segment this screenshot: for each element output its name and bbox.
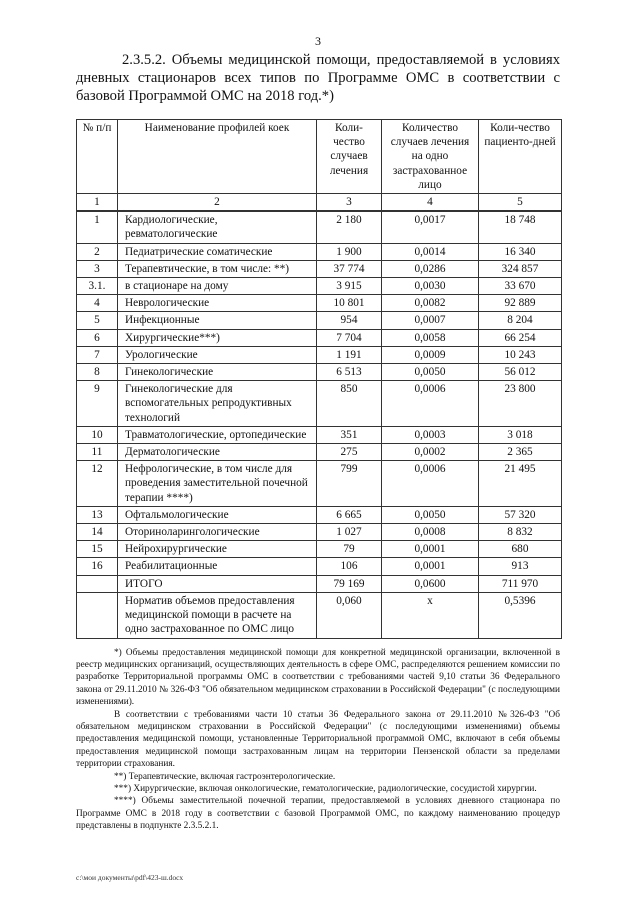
profile-name-cell: Инфекционные [118,312,317,329]
patient-days-cell: 2 365 [479,444,562,461]
volumes-table [76,119,562,639]
profile-name-cell: Травматологические, ортопедические [118,426,317,443]
table-row [77,558,562,575]
cases-count-cell: 106 [317,558,382,575]
row-number-cell: 12 [77,461,118,507]
table-row [77,295,562,312]
profile-name-cell: Офтальмологические [118,506,317,523]
footnote: В соответствии с требованиями части 10 статьи 36 Федерального закона от 29.11.2010 №326-ФЗ "Об обязательном медицинском страховании в Российской Федерации" (с последующими изменениями) объемы предоставления медицинской помощи, установленные Территориальной программой ОМС, включают в себя объемы предоставления медицинской помощи застрахованным лицам на территории Пензенской области за пределами территории страхования. [76,709,560,770]
patient-days-cell: 913 [479,558,562,575]
profile-name-cell: Кардиологические, ревматологические [118,211,317,243]
cases-count-cell: 10 801 [317,295,382,312]
patient-days-cell: 33 670 [479,278,562,295]
row-number-cell: 2 [77,243,118,260]
row-number-cell: 15 [77,541,118,558]
patient-days-cell: 8 204 [479,312,562,329]
cases-count-cell: 351 [317,426,382,443]
cases-per-insured-cell: 0,0014 [382,243,479,260]
footnote: ***) Хирургические, включая онкологические, гематологические, радиологические, сосудистой хирургии. [114,783,537,794]
row-number-cell: 7 [77,346,118,363]
row-number-cell: 4 [77,295,118,312]
footnotes [76,647,560,833]
patient-days-cell: 8 832 [479,524,562,541]
column-index-row [77,194,562,212]
footnote: ****) Объемы заместительной почечной терапии, предоставляемой в условиях дневного стационара по Программе ОМС в 2018 году в соответствии с базовой Программой ОМС, по каждому наименованию процедур представлены в подпункте 2.3.5.2.1. [76,796,560,832]
patient-days-cell: 56 012 [479,364,562,381]
profile-name-cell: Педиатрические соматические [118,243,317,260]
patient-days-cell: 18 748 [479,211,562,243]
cases-count-cell: 2 180 [317,211,382,243]
cases-count-cell: 3 915 [317,278,382,295]
patient-days-cell: 57 320 [479,506,562,523]
patient-days-cell: 711 970 [479,575,562,592]
cases-count-cell: 799 [317,461,382,507]
patient-days-cell: 92 889 [479,295,562,312]
table-row [77,575,562,592]
cases-per-insured-cell: 0,0009 [382,346,479,363]
row-number-cell: 3 [77,260,118,277]
table-row [77,260,562,277]
index-cell: 3 [317,194,382,212]
table-row [77,312,562,329]
cases-count-cell: 1 027 [317,524,382,541]
patient-days-cell: 10 243 [479,346,562,363]
cases-per-insured-cell: 0,0030 [382,278,479,295]
profile-name-cell: в стационаре на дому [118,278,317,295]
profile-name-cell: Нефрологические, в том числе для проведения заместительной почечной терапии ****) [118,461,317,507]
row-number-cell: 9 [77,381,118,427]
header-cell: Количество случаев лечения на одно застрахованное лицо [382,120,479,194]
cases-count-cell: 79 [317,541,382,558]
table-row [77,461,562,507]
table-row [77,381,562,427]
table-row [77,329,562,346]
row-number-cell: 3.1. [77,278,118,295]
header-cell: Наименование профилей коек [118,120,317,194]
cases-count-cell: 37 774 [317,260,382,277]
table-row [77,541,562,558]
header-cell: Коли-чество пациенто-дней [479,120,562,194]
cases-per-insured-cell: 0,0003 [382,426,479,443]
profile-name-cell: Норматив объемов предоставления медицинской помощи в расчете на одно застрахованное по ОМС лицо [118,592,317,638]
index-cell: 2 [118,194,317,212]
section-title: 2.3.5.2. Объемы медицинской помощи, предоставляемой в условиях дневных стационаров всех типов по Программе ОМС в соответствии с базовой Программой ОМС на 2018 год.*) [76,52,560,104]
cases-count-cell: 1 900 [317,243,382,260]
table-row [77,364,562,381]
table-row [77,278,562,295]
cases-count-cell: 6 665 [317,506,382,523]
table-row [77,211,562,243]
profile-name-cell: Нейрохирургические [118,541,317,558]
table-row [77,426,562,443]
row-number-cell: 1 [77,211,118,243]
page-number: 3 [315,34,321,48]
cases-count-cell: 954 [317,312,382,329]
patient-days-cell: 21 495 [479,461,562,507]
header-cell: № п/п [77,120,118,194]
row-number-cell [77,575,118,592]
row-number-cell: 10 [77,426,118,443]
profile-name-cell: Урологические [118,346,317,363]
profile-name-cell: Неврологические [118,295,317,312]
cases-per-insured-cell: х [382,592,479,638]
cases-count-cell: 0,060 [317,592,382,638]
cases-per-insured-cell: 0,0006 [382,381,479,427]
profile-name-cell: Гинекологические для вспомогательных репродуктивных технологий [118,381,317,427]
table-row [77,444,562,461]
cases-per-insured-cell: 0,0001 [382,541,479,558]
row-number-cell: 16 [77,558,118,575]
cases-count-cell: 79 169 [317,575,382,592]
patient-days-cell: 680 [479,541,562,558]
profile-name-cell: Оториноларингологические [118,524,317,541]
table-row [77,592,562,638]
patient-days-cell: 3 018 [479,426,562,443]
footnote: **) Терапевтические, включая гастроэнтерологические. [114,771,336,782]
row-number-cell: 13 [77,506,118,523]
row-number-cell: 11 [77,444,118,461]
row-number-cell: 6 [77,329,118,346]
profile-name-cell: Реабилитационные [118,558,317,575]
cases-per-insured-cell: 0,0600 [382,575,479,592]
row-number-cell [77,592,118,638]
cases-per-insured-cell: 0,0002 [382,444,479,461]
cases-count-cell: 7 704 [317,329,382,346]
patient-days-cell: 23 800 [479,381,562,427]
cases-count-cell: 1 191 [317,346,382,363]
row-number-cell: 8 [77,364,118,381]
cases-per-insured-cell: 0,0058 [382,329,479,346]
cases-per-insured-cell: 0,0006 [382,461,479,507]
profile-name-cell: Хирургические***) [118,329,317,346]
profile-name-cell: Дерматологические [118,444,317,461]
patient-days-cell: 66 254 [479,329,562,346]
row-number-cell: 14 [77,524,118,541]
cases-per-insured-cell: 0,0007 [382,312,479,329]
profile-name-cell: ИТОГО [118,575,317,592]
cases-per-insured-cell: 0,0050 [382,364,479,381]
cases-count-cell: 275 [317,444,382,461]
patient-days-cell: 16 340 [479,243,562,260]
index-cell: 4 [382,194,479,212]
cases-count-cell: 850 [317,381,382,427]
header-cell: Коли-чество случаев лечения [317,120,382,194]
cases-per-insured-cell: 0,0082 [382,295,479,312]
patient-days-cell: 0,5396 [479,592,562,638]
cases-per-insured-cell: 0,0017 [382,211,479,243]
cases-per-insured-cell: 0,0008 [382,524,479,541]
profile-name-cell: Гинекологические [118,364,317,381]
cases-per-insured-cell: 0,0286 [382,260,479,277]
table-row [77,243,562,260]
file-path-footer: c:\мои документы\pdf\423-ш.docx [76,872,184,882]
table-row [77,524,562,541]
index-cell: 5 [479,194,562,212]
cases-per-insured-cell: 0,0050 [382,506,479,523]
table-row [77,346,562,363]
cases-per-insured-cell: 0,0001 [382,558,479,575]
table-header-row [77,120,562,194]
footnote: *) Объемы предоставления медицинской помощи для конкретной медицинской организации, включенной в реестр медицинских организаций, осуществляющих деятельность в сфере ОМС, распределяются решением комиссии по разработке Территориальной программы ОМС в соответствии с требованиями частей 9,10 статьи 36 Федерального закона от 29.11.2010 № 326-ФЗ "Об обязательном медицинском страховании в Российской Федерации" (с последующими изменениями). [76,647,560,708]
profile-name-cell: Терапевтические, в том числе: **) [118,260,317,277]
index-cell: 1 [77,194,118,212]
row-number-cell: 5 [77,312,118,329]
patient-days-cell: 324 857 [479,260,562,277]
table-row [77,506,562,523]
cases-count-cell: 6 513 [317,364,382,381]
